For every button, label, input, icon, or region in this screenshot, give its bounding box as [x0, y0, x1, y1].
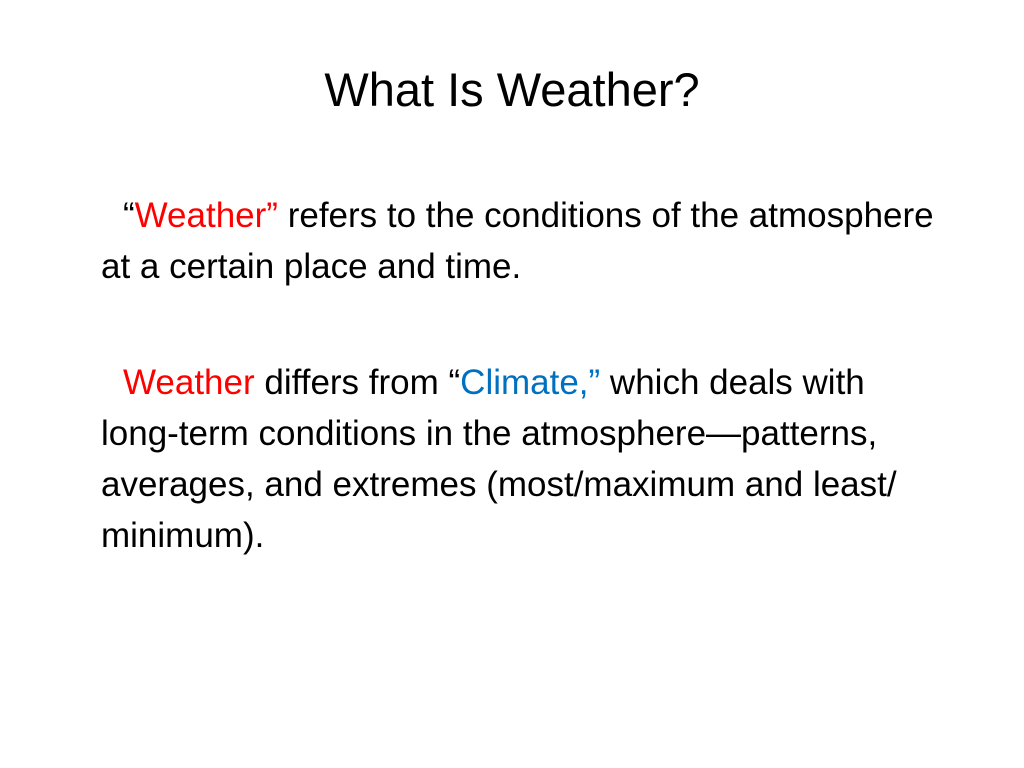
- term-weather: Weather: [123, 363, 255, 402]
- slide-body: [101, 190, 941, 561]
- definition-text: refers to the conditions of the atmosphere at a certain place and time.: [101, 196, 934, 286]
- paragraph-weather-definition: [101, 190, 941, 292]
- term-weather: Weather”: [134, 196, 278, 235]
- term-climate: Climate,”: [460, 363, 601, 402]
- paragraph-weather-vs-climate: [101, 357, 941, 561]
- comparison-text: differs from “: [254, 363, 461, 402]
- climate-description: which deals with long-term conditions in the atmosphere—patterns, averages, and extremes (most/maximum and least/ minimum).: [101, 363, 897, 555]
- slide-title: What Is Weather?: [324, 63, 700, 116]
- open-quote: “: [123, 196, 135, 235]
